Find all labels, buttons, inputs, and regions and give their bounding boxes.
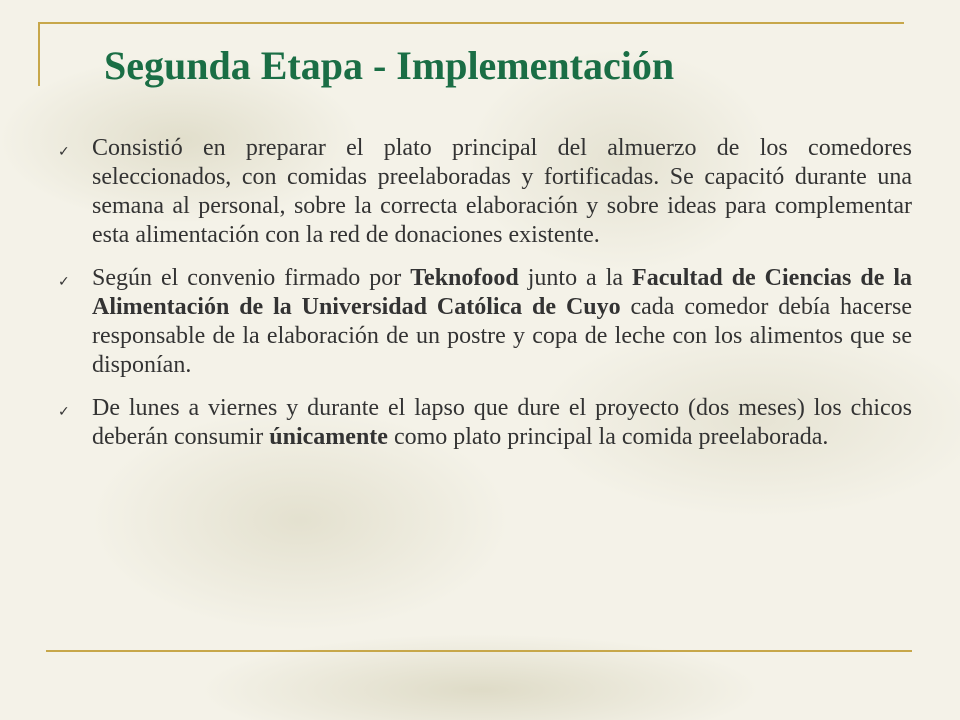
check-icon: ✓ bbox=[58, 404, 70, 420]
emphasis-word: únicamente bbox=[269, 424, 388, 450]
bottom-rule bbox=[46, 650, 912, 652]
bullet-2-text: junto a la bbox=[518, 265, 633, 291]
top-left-rule bbox=[38, 22, 40, 86]
institution-name: Facultad de Ciencias de la Alimentación de la Universidad Católica de Cuyo bbox=[92, 265, 913, 320]
check-icon: ✓ bbox=[58, 144, 70, 160]
bullet-3-text: como plato principal la comida preelaborada. bbox=[387, 424, 829, 450]
top-rule bbox=[38, 22, 904, 24]
bullet-item bbox=[56, 134, 912, 250]
bullet-3-text: De lunes a viernes y durante el lapso que dure el proyecto (dos meses) los chicos deberán consumir bbox=[92, 395, 912, 450]
bullet-2-text: Según el convenio firmado por bbox=[92, 265, 411, 291]
bullet-1-text: Consistió en preparar el plato principal del almuerzo de los comedores seleccionados, con comidas preelaboradas y fortificadas. Se capacitó durante una semana al personal, sobre la correcta elaboración y sobre ideas para complementar esta alimentación con la red de donaciones existente. bbox=[92, 135, 912, 248]
company-name: Teknofood bbox=[410, 265, 519, 291]
bullet-list bbox=[56, 134, 912, 466]
bullet-item bbox=[56, 394, 912, 452]
check-icon: ✓ bbox=[58, 274, 70, 290]
slide-title: Segunda Etapa - Implementación bbox=[104, 43, 675, 88]
bullet-item bbox=[56, 264, 912, 380]
bullet-2-text: cada comedor debía hacerse responsable de la elaboración de un postre y copa de leche con los alimentos que se disponían. bbox=[92, 294, 912, 378]
